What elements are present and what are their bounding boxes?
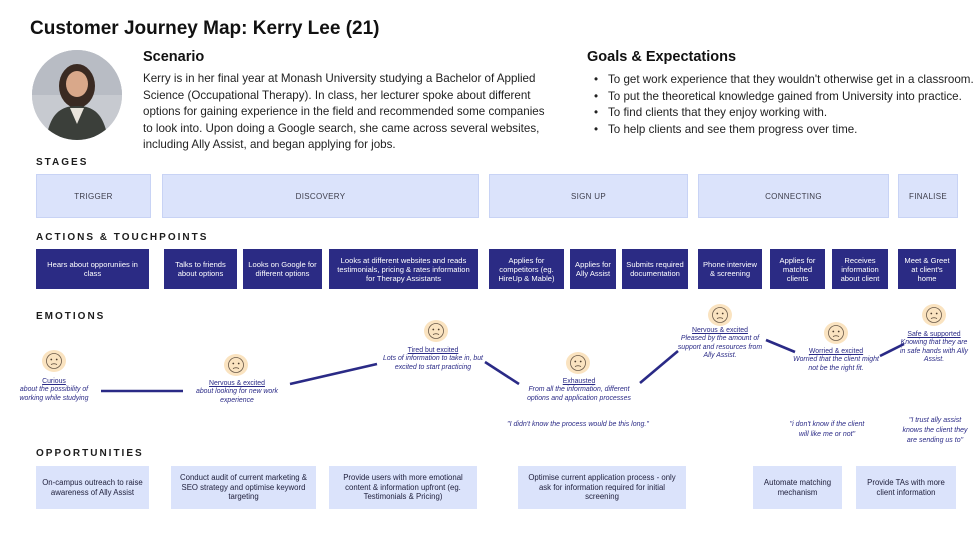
nervous-face-icon	[224, 354, 248, 376]
goal-item: • To find clients that they enjoy working with.	[590, 105, 975, 122]
emotion-tired-excited	[380, 347, 486, 372]
action-card: Hears about opporuniies in class	[36, 249, 149, 289]
action-card: Submits required documentation	[622, 249, 688, 289]
goal-item: • To put the theoretical knowledge gained from University into practice.	[590, 89, 975, 106]
action-card: Looks on Google for different options	[243, 249, 322, 289]
stages-label: STAGES	[36, 157, 89, 168]
emotion-safe-supported	[900, 331, 968, 365]
action-card: Applies for matched clients	[770, 249, 825, 289]
emotion-segment	[290, 364, 377, 384]
stage-finalise: FINALISE	[898, 174, 958, 218]
stage-trigger: TRIGGER	[36, 174, 151, 218]
action-card: Phone interview & screening	[698, 249, 762, 289]
goal-item: • To get work experience that they wouldn't otherwise get in a classroom.	[590, 72, 975, 89]
user-quote: "I trust ally assist knows the client they are sending us to"	[902, 417, 968, 444]
opportunity-card: Optimise current application process - only ask for information required for initial screening	[518, 466, 686, 509]
action-card: Receives information about client	[832, 249, 888, 289]
emotion-desc: Lots of information to take in, but excited to start practicing	[383, 355, 483, 371]
exhausted-face-icon	[566, 352, 590, 374]
action-card: Talks to friends about options	[164, 249, 237, 289]
emotion-title: Worried & excited	[808, 348, 864, 355]
action-card: Looks at different websites and reads testimonials, pricing & rates information for Therapy Assistants	[329, 249, 478, 289]
goal-item: • To help clients and see them progress over time.	[590, 122, 975, 139]
stage-sign-up: SIGN UP	[489, 174, 688, 218]
action-card: Meet & Greet at client's home	[898, 249, 956, 289]
user-quote: "i don't know if the client will like me or not"	[789, 421, 865, 438]
emotions-label: EMOTIONS	[36, 311, 106, 322]
user-quote: "I didn't know the process would be this long."	[507, 421, 649, 428]
emotion-desc: about the possibility of working while studying	[19, 386, 89, 402]
emotion-worried-excited	[790, 348, 882, 373]
worried-face-icon	[42, 350, 66, 372]
scenario-heading: Scenario	[143, 49, 205, 65]
scenario-text: Kerry is in her final year at Monash University studying a Bachelor of Applied Science (Occupational Therapy). In class, her lecturer spoke about different options for gaining experience in the field and recommended some companies to look into. Upon doing a Google search, she came across several websites, including Ally Assist, and began applying for jobs.	[143, 72, 545, 151]
action-card: Applies for Ally Assist	[570, 249, 616, 289]
opportunity-card: On-campus outreach to raise awareness of Ally Assist	[36, 466, 149, 509]
emotion-title: Tired but excited	[407, 347, 459, 354]
emotion-desc: Knowing that they are in safe hands with Ally Assist.	[900, 339, 968, 364]
emotion-title: Safe & supported	[907, 331, 961, 338]
emotion-title: Nervous & excited	[692, 327, 748, 334]
emotion-desc: From all the information, different options and application processes	[527, 386, 631, 402]
stage-discovery: DISCOVERY	[162, 174, 479, 218]
actions-label: ACTIONS & TOUCHPOINTS	[36, 232, 209, 243]
goals-heading: Goals & Expectations	[587, 49, 737, 65]
emotion-segment	[640, 351, 678, 383]
emotion-desc: Worried that the client might not be the right fit.	[793, 356, 879, 372]
opportunity-card: Automate matching mechanism	[753, 466, 842, 509]
page-title: Customer Journey Map: Kerry Lee (21)	[30, 18, 380, 39]
opportunity-card: Conduct audit of current marketing & SEO strategy and optimise keyword targeting	[171, 466, 316, 509]
emotion-desc: Pleased by the amount of support and resources from Ally Assist.	[677, 335, 763, 360]
worried-face-icon	[824, 322, 848, 344]
tired-face-icon	[424, 320, 448, 342]
emotion-desc: about looking for new work experience	[196, 388, 278, 404]
emotion-nervous-excited	[186, 380, 288, 405]
action-card: Applies for competitors (eg. HireUp & Mable)	[489, 249, 564, 289]
emotion-title: Nervous & excited	[209, 380, 265, 387]
emotion-segment	[485, 362, 519, 384]
safe-face-icon	[922, 304, 946, 326]
opportunities-label: OPPORTUNITIES	[36, 448, 144, 459]
opportunity-card: Provide TAs with more client information	[856, 466, 956, 509]
stage-connecting: CONNECTING	[698, 174, 889, 218]
emotion-curious	[8, 378, 100, 403]
emotion-exhausted	[518, 378, 640, 403]
emotion-title: Exhausted	[562, 378, 596, 385]
emotion-nervous-excited-2	[674, 327, 766, 361]
nervous-face-icon	[708, 304, 732, 326]
emotion-title: Curious	[42, 378, 66, 385]
opportunity-card: Provide users with more emotional content & information upfront (eg. Testimonials & Pricing)	[329, 466, 477, 509]
